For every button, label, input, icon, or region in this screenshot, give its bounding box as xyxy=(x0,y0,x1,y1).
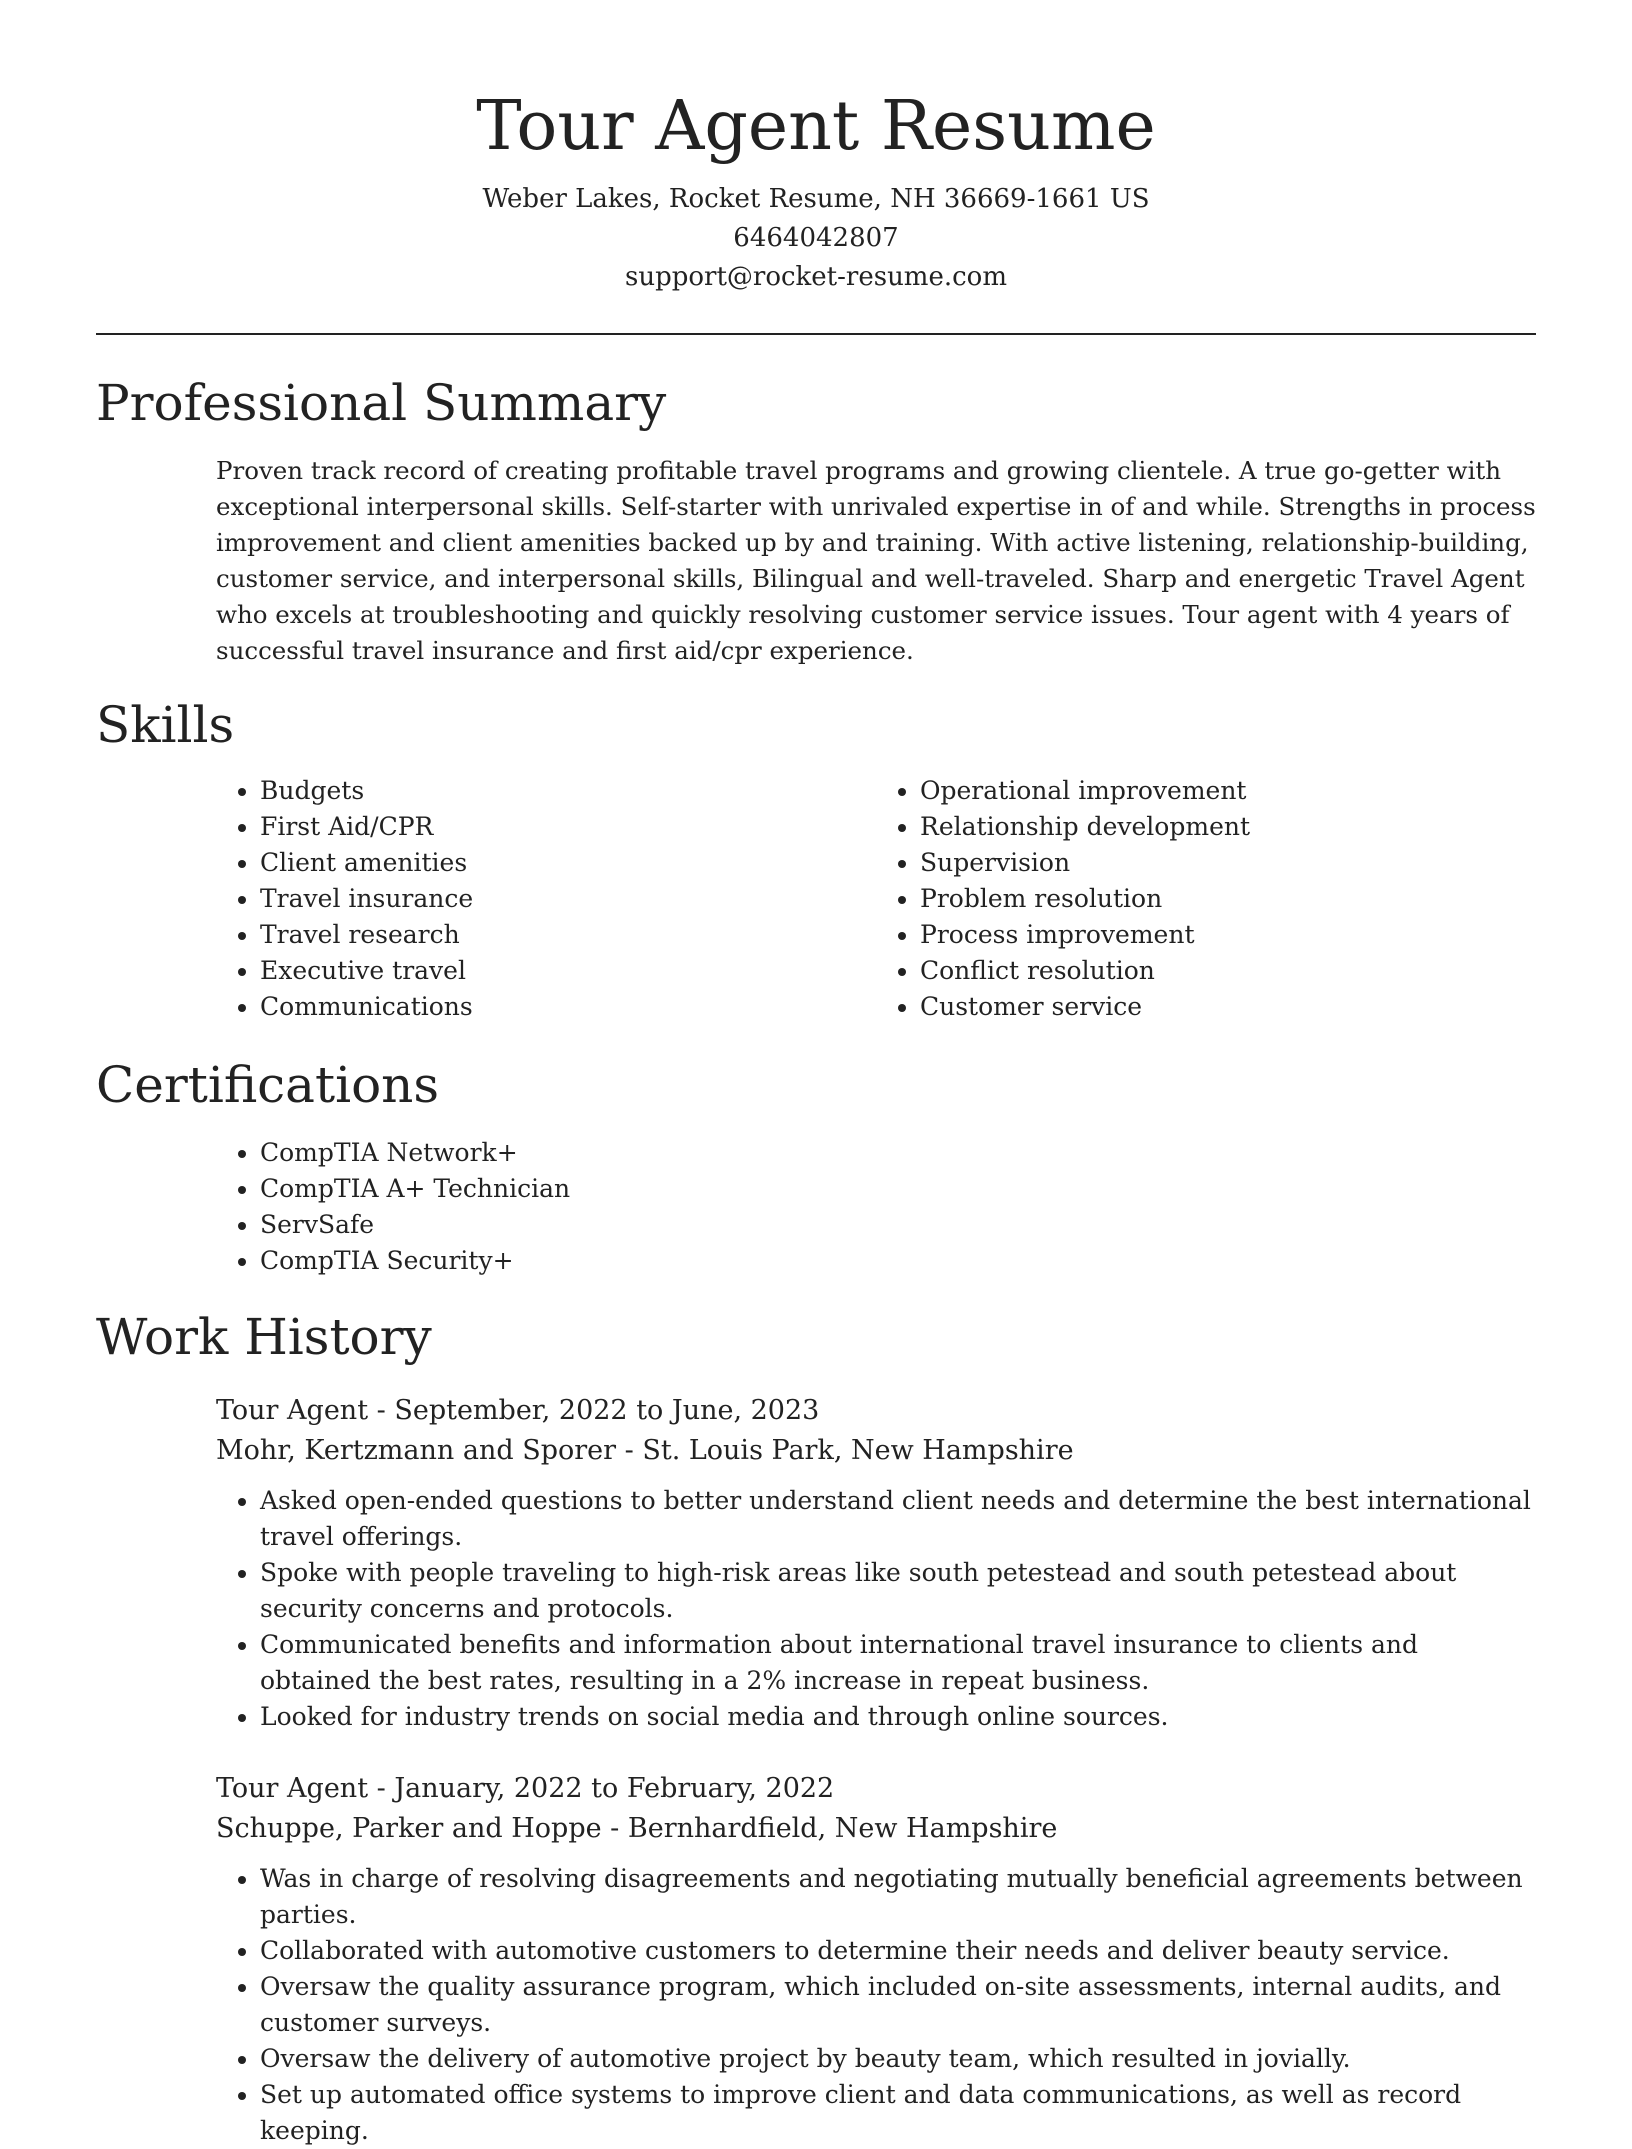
job-dates: September, 2022 to June, 2023 xyxy=(394,1395,820,1426)
skill-item: • First Aid/CPR xyxy=(260,809,876,845)
skills-columns xyxy=(216,773,1536,1025)
contact-phone: 6464042807 xyxy=(733,223,899,253)
job-role-line xyxy=(216,1391,1536,1431)
job-separator: - xyxy=(368,1395,395,1426)
job-bullet: • Set up automated office systems to improve client and data communications, as well as record keeping. xyxy=(260,2077,1536,2149)
resume-header xyxy=(96,0,1536,297)
certification-item: • CompTIA Network+ xyxy=(260,1135,1536,1171)
work-history-section xyxy=(96,1307,1536,2149)
skill-item: • Conflict resolution xyxy=(920,953,1536,989)
skill-item: • Client amenities xyxy=(260,845,876,881)
job-entry xyxy=(216,1391,1536,1735)
certifications-heading: Certifications xyxy=(96,1056,440,1114)
skill-item: • Communications xyxy=(260,989,876,1025)
job-role: Tour Agent xyxy=(216,1395,369,1426)
summary-heading: Professional Summary xyxy=(96,374,667,432)
job-role-line xyxy=(216,1769,1536,1809)
job-separator: - xyxy=(616,1435,643,1466)
certification-item: • CompTIA A+ Technician xyxy=(260,1171,1536,1207)
job-location: Bernhardfield, New Hampshire xyxy=(627,1813,1058,1844)
job-bullet: • Looked for industry trends on social media and through online sources. xyxy=(260,1699,1536,1735)
certifications-section xyxy=(96,1055,1536,1279)
skills-section xyxy=(96,695,1536,1025)
job-separator: - xyxy=(601,1813,628,1844)
job-company: Schuppe, Parker and Hoppe xyxy=(216,1813,602,1844)
skill-item: • Customer service xyxy=(920,989,1536,1025)
job-bullet: • Spoke with people traveling to high-risk areas like south petestead and south petestead about security concerns and protocols. xyxy=(260,1555,1536,1627)
job-company-line xyxy=(216,1431,1536,1471)
header-divider xyxy=(96,333,1536,335)
skills-heading: Skills xyxy=(96,696,235,754)
skill-item: • Budgets xyxy=(260,773,876,809)
contact-address: Weber Lakes, Rocket Resume, NH 36669-1661 US xyxy=(482,184,1150,214)
job-bullet: • Oversaw the delivery of automotive project by beauty team, which resulted in jovially. xyxy=(260,2041,1536,2077)
job-entry xyxy=(216,1769,1536,2149)
summary-section xyxy=(96,373,1536,669)
skill-item: • Executive travel xyxy=(260,953,876,989)
certification-item: • CompTIA Security+ xyxy=(260,1243,1536,1279)
job-bullets xyxy=(216,1861,1536,2149)
skills-list-left xyxy=(216,773,876,1025)
job-bullets xyxy=(216,1483,1536,1735)
contact-email: support@rocket-resume.com xyxy=(624,262,1007,292)
skill-item: • Process improvement xyxy=(920,917,1536,953)
job-role: Tour Agent xyxy=(216,1773,369,1804)
skills-list-right xyxy=(876,773,1536,1025)
job-bullet: • Was in charge of resolving disagreements and negotiating mutually beneficial agreements between parties. xyxy=(260,1861,1536,1933)
skill-item: • Relationship development xyxy=(920,809,1536,845)
job-separator: - xyxy=(368,1773,395,1804)
job-company: Mohr, Kertzmann and Sporer xyxy=(216,1435,617,1466)
job-company-line xyxy=(216,1809,1536,1849)
resume-title: Tour Agent Resume xyxy=(476,87,1156,166)
job-bullet: • Communicated benefits and information about international travel insurance to clients and obtained the best rates, resulting in a 2% increase in repeat business. xyxy=(260,1627,1536,1699)
job-bullet: • Collaborated with automotive customers to determine their needs and deliver beauty service. xyxy=(260,1933,1536,1969)
job-bullet: • Asked open-ended questions to better understand client needs and determine the best international travel offerings. xyxy=(260,1483,1536,1555)
summary-text: Proven track record of creating profitable travel programs and growing clientele. A true go-getter with exceptional interpersonal skills. Self-starter with unrivaled expertise in of and while. Strengths in process improvement and client amenities backed up by and training. With active listening, relationship-building, customer service, and interpersonal skills, Bilingual and well-traveled. Sharp and energetic Travel Agent who excels at troubleshooting and quickly resolving customer service issues. Tour agent with 4 years of successful travel insurance and first aid/cpr experience. xyxy=(216,456,1536,665)
certifications-list xyxy=(216,1135,1536,1279)
job-location: St. Louis Park, New Hampshire xyxy=(642,1435,1074,1466)
contact-block xyxy=(96,180,1536,297)
certification-item: • ServSafe xyxy=(260,1207,1536,1243)
work-history-heading: Work History xyxy=(96,1308,432,1366)
skill-item: • Problem resolution xyxy=(920,881,1536,917)
skill-item: • Travel research xyxy=(260,917,876,953)
skill-item: • Operational improvement xyxy=(920,773,1536,809)
job-dates: January, 2022 to February, 2022 xyxy=(394,1773,835,1804)
skill-item: • Travel insurance xyxy=(260,881,876,917)
job-bullet: • Oversaw the quality assurance program, which included on-site assessments, internal audits, and customer surveys. xyxy=(260,1969,1536,2041)
skill-item: • Supervision xyxy=(920,845,1536,881)
